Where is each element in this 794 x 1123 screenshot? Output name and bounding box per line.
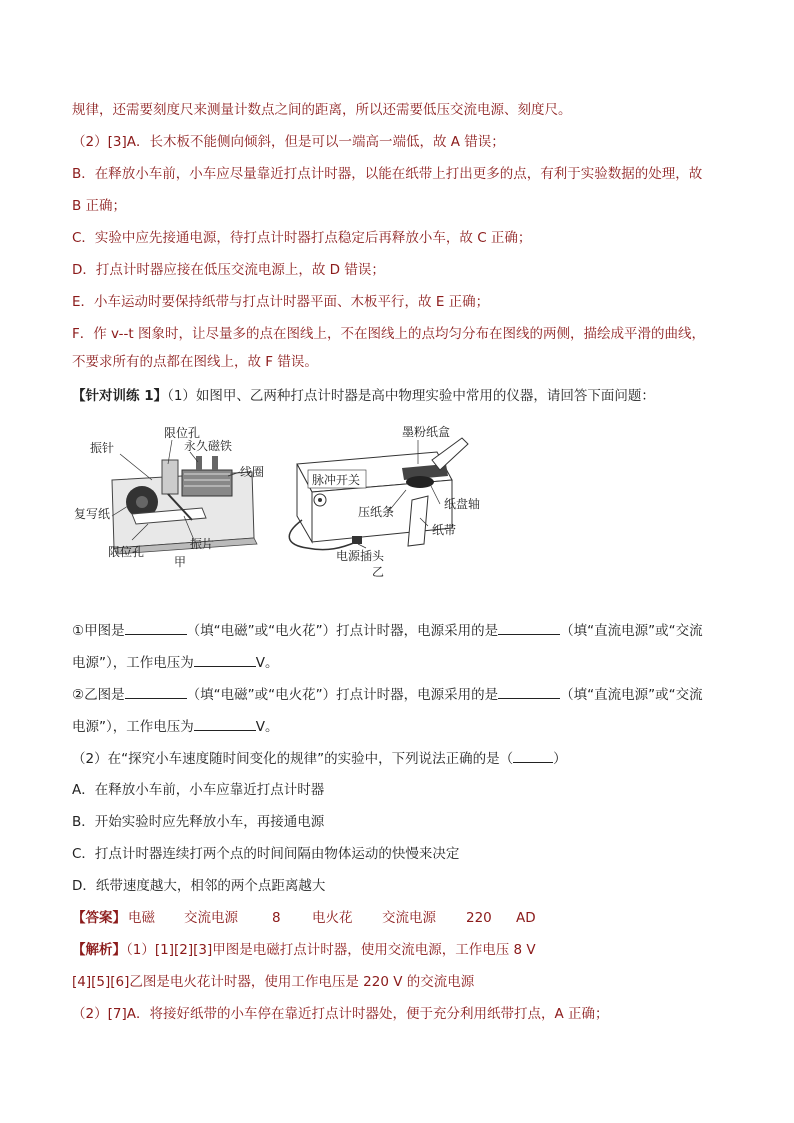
label-vibrating-plate: 振片 [190, 537, 215, 551]
label-magnet: 永久磁铁 [184, 439, 233, 453]
label-needle: 振针 [90, 441, 115, 455]
paragraph: E．小车运动时要保持纸带与打点计时器平面、木板平行，故 E 正确； [72, 294, 490, 310]
label-coil: 线圈 [240, 465, 265, 479]
paragraph: D．打点计时器应接在低压交流电源上，故 D 错误； [72, 262, 385, 278]
electromagnetic-timer-diagram [74, 425, 264, 569]
paragraph: C．实验中应先接通电源，待打点计时器打点稳定后再释放小车，故 C 正确； [72, 230, 532, 246]
option-b: B．开始实验时应先释放小车，再接通电源 [72, 814, 325, 830]
training-heading-line [72, 386, 732, 406]
question-1-cont: 电源”），工作电压为 V。 [72, 652, 732, 673]
option-c: C．打点计时器连续打两个点的时间间隔由物体运动的快慢来决定 [72, 846, 460, 862]
spark-timer-diagram [289, 424, 480, 579]
answer-blank[interactable] [194, 652, 256, 667]
question-1: ①甲图是 （填“电磁”或“电火花”）打点计时器，电源采用的是 （填“直流电源”或“交流 [72, 620, 732, 641]
paragraph: F．作 v--t 图象时，让尽量多的点在图线上，不在图线上的点均匀分布在图线的两侧，描绘成平滑的曲线， [72, 326, 706, 342]
analysis-label: 【解析】 [72, 942, 126, 958]
answer-blank[interactable] [498, 684, 560, 699]
answer-blank[interactable] [125, 684, 187, 699]
label-limit-hole-bottom: 限位孔 [108, 545, 145, 559]
label-carbon-paper: 复写纸 [74, 507, 111, 521]
label-limit-hole-top: 限位孔 [164, 426, 201, 440]
answer-blank[interactable] [125, 620, 187, 635]
analysis-line-1: 【解析】（1）[1][2][3]甲图是电磁打点计时器，使用交流电源，工作电压 8 V [72, 942, 536, 958]
option-a: A．在释放小车前，小车应靠近打点计时器 [72, 782, 325, 798]
label-press-strip: 压纸条 [358, 505, 395, 519]
paragraph: 规律，还需要刻度尺来测量计数点之间的距离，所以还需要低压交流电源、刻度尺。 [72, 102, 572, 118]
paragraph: B．在释放小车前，小车应尽量靠近打点计时器，以能在纸带上打出更多的点，有利于实验数据的处理，故 [72, 166, 703, 182]
answer-blank[interactable] [498, 620, 560, 635]
timer-figure [72, 420, 492, 580]
answer-line: 【答案】 电磁 交流电源 8 电火花 交流电源 220 AD [72, 910, 536, 926]
paragraph: B 正确； [72, 198, 127, 214]
caption-jia: 甲 [174, 555, 187, 569]
option-d: D．纸带速度越大，相邻的两个点距离越大 [72, 878, 326, 894]
training-intro: （1）如图甲、乙两种打点计时器是高中物理实验中常用的仪器，请回答下面问题： [167, 388, 655, 404]
label-reel-axis: 纸盘轴 [444, 497, 481, 511]
label-paper-tape: 纸带 [432, 523, 457, 537]
analysis-line-2: [4][5][6]乙图是电火花计时器，使用工作电压是 220 V 的交流电源 [72, 974, 475, 990]
question-2: ②乙图是 （填“电磁”或“电火花”）打点计时器，电源采用的是 （填“直流电源”或“交流 [72, 684, 732, 705]
label-toner-box: 墨粉纸盒 [402, 425, 451, 439]
training-heading: 【针对训练 1】 [72, 388, 168, 404]
question-2-cont: 电源”），工作电压为 V。 [72, 716, 732, 737]
paragraph: （2）[3]A．长木板不能侧向倾斜，但是可以一端高一端低，故 A 错误； [72, 134, 505, 150]
label-pulse-switch: 脉冲开关 [312, 473, 361, 487]
analysis-line-3: （2）[7]A．将接好纸带的小车停在靠近打点计时器处，便于充分利用纸带打点，A 正确； [72, 1006, 609, 1022]
caption-yi: 乙 [372, 565, 385, 579]
answer-label: 【答案】 [72, 910, 126, 926]
answer-blank[interactable] [513, 748, 553, 763]
paragraph: 不要求所有的点都在图线上，故 F 错误。 [72, 354, 318, 370]
label-power-plug: 电源插头 [336, 549, 385, 563]
answer-blank[interactable] [194, 716, 256, 731]
question-3: （2）在“探究小车速度随时间变化的规律”的实验中，下列说法正确的是（ ） [72, 748, 732, 769]
